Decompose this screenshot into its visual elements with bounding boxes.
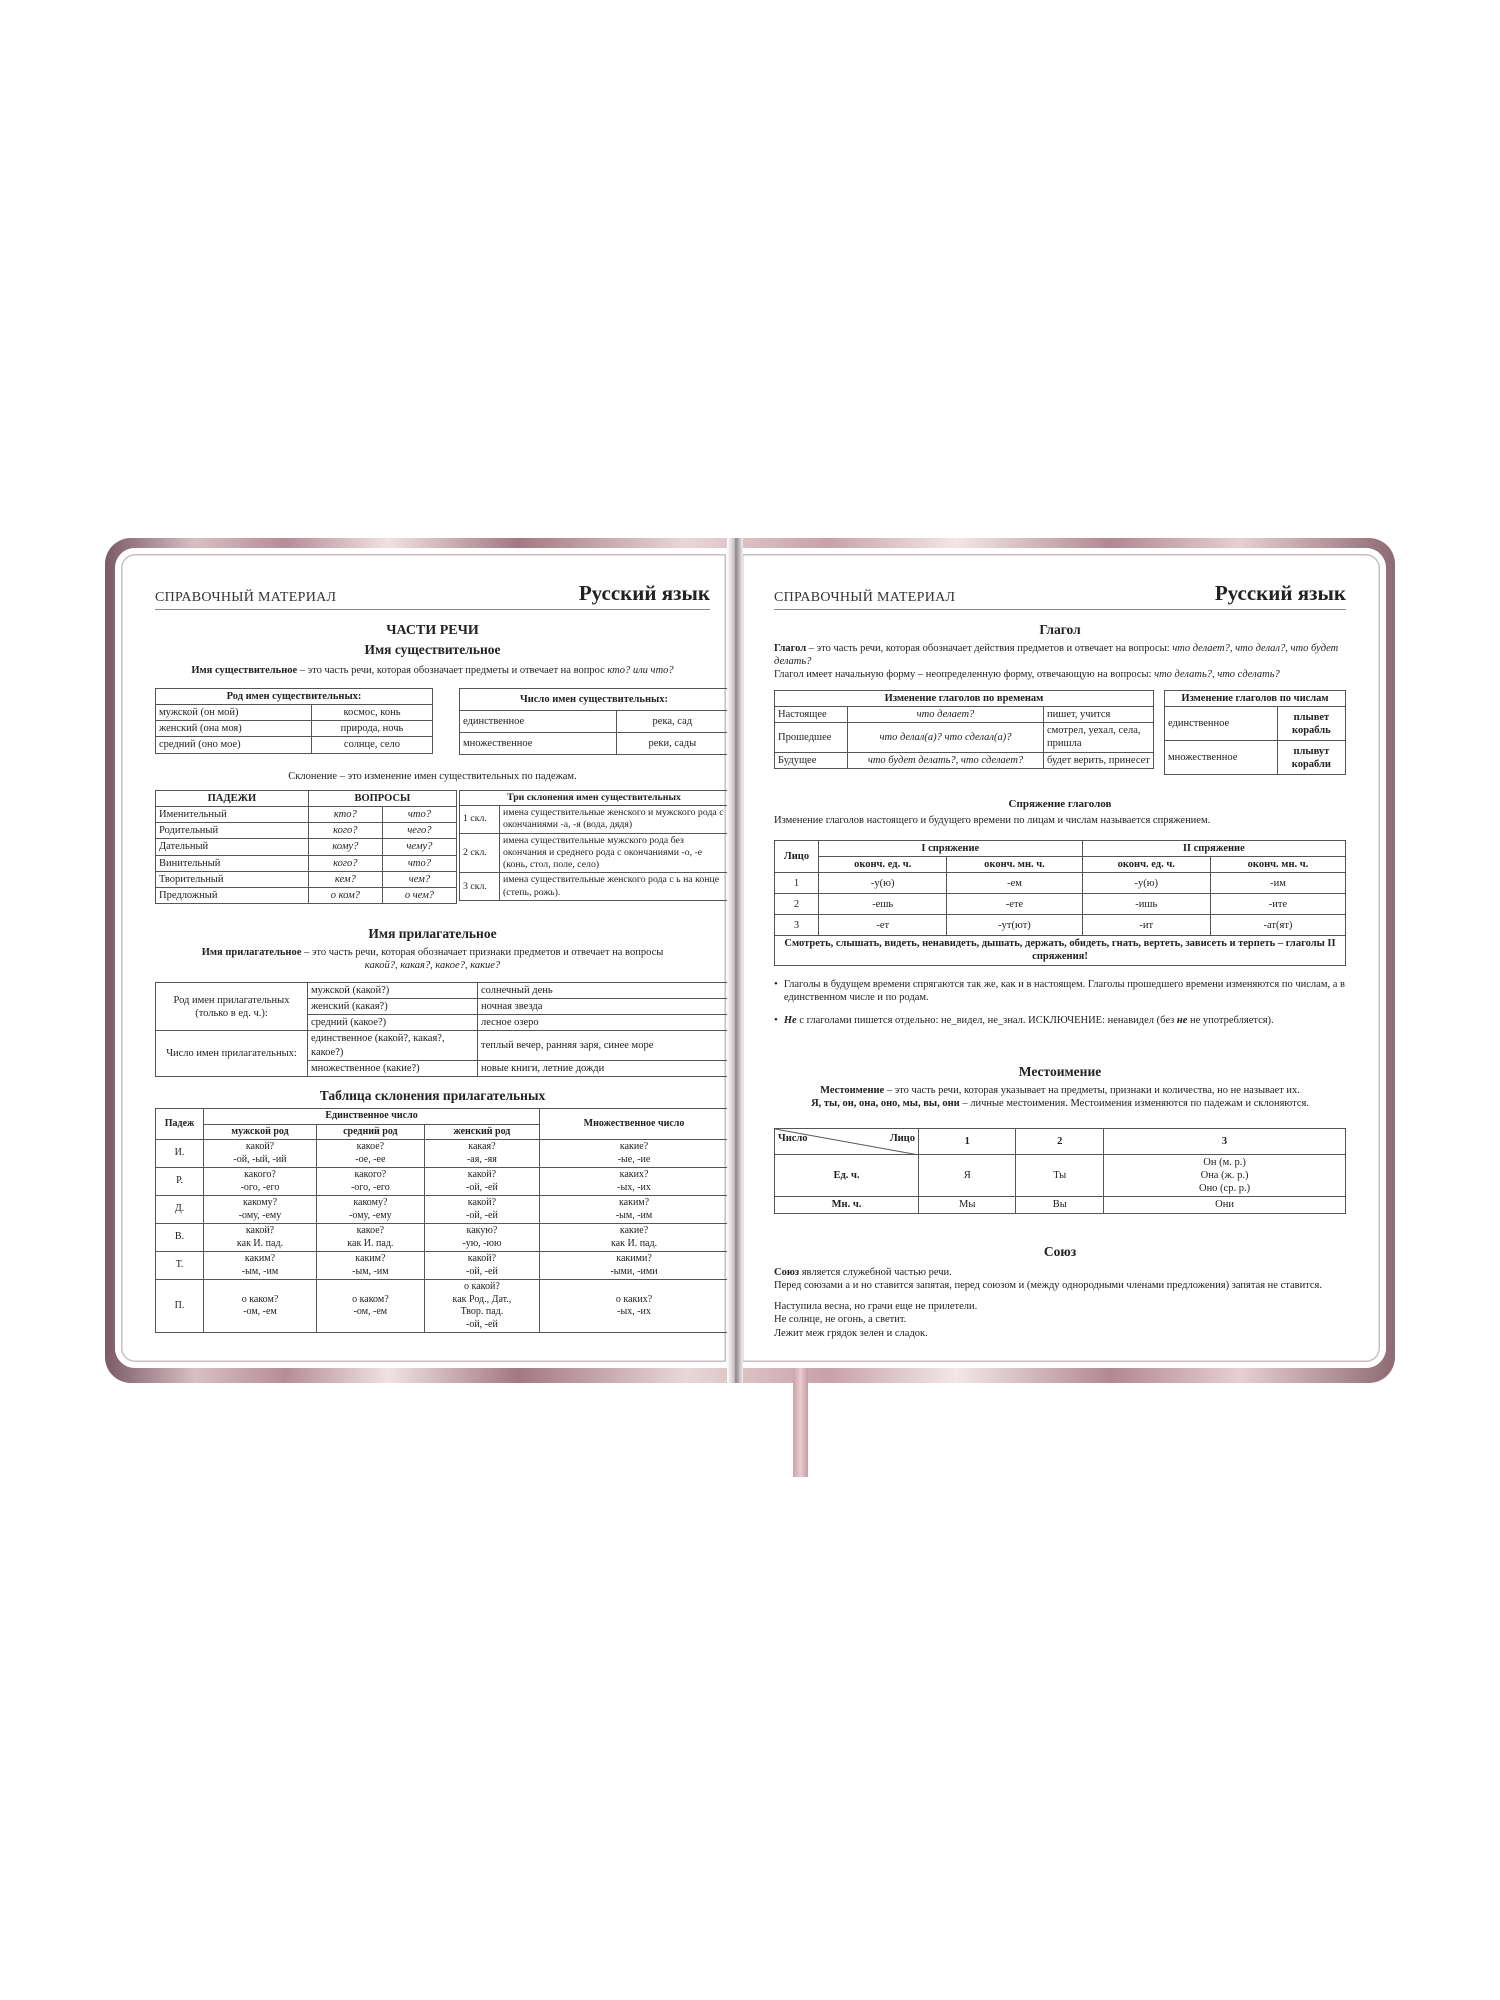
- table-row: [156, 1196, 729, 1224]
- cell: 1 скл.: [460, 806, 500, 833]
- cell: о каких? -ых, -их: [540, 1280, 729, 1333]
- cell: какие? как И. пад.: [540, 1224, 729, 1252]
- cell: Дательный: [156, 839, 309, 855]
- header-cell: ВОПРОСЫ: [308, 791, 456, 807]
- noun-definition: [155, 664, 710, 677]
- cell: И.: [156, 1140, 204, 1168]
- cell: какой? -ой, -ей: [424, 1196, 539, 1224]
- header-cell: ПАДЕЖИ: [156, 791, 309, 807]
- bullet-body: с глаголами пишется отдельно: не_видел, не_знал. ИСКЛЮЧЕНИЕ: ненавидел (без: [796, 1015, 1177, 1026]
- header-title: Русский язык: [578, 581, 710, 605]
- header-cell: оконч. ед. ч.: [1082, 857, 1210, 873]
- cell: кому?: [308, 839, 382, 855]
- cell: Род имен прилагательных (только в ед. ч.):: [156, 983, 308, 1031]
- cell: имена существительные женского и мужского рода с окончаниями -а, -я (вода, дядя): [500, 806, 729, 833]
- verb-definition: [774, 642, 1346, 681]
- example-line: Не солнце, не огонь, а светит.: [774, 1314, 907, 1326]
- cell: 2 скл.: [460, 833, 500, 873]
- table-row: [775, 1155, 1346, 1197]
- cell: -у(ю): [819, 873, 947, 894]
- header-cell: 2: [1016, 1129, 1104, 1155]
- table-title: Род имен существительных:: [156, 689, 433, 705]
- declension-note: Склонение – это изменение имен существительных по падежам.: [288, 771, 577, 782]
- bullet-icon: •: [774, 978, 778, 990]
- conj-note: Изменение глаголов настоящего и будущего времени по лицам и числам называется спряжением.: [774, 815, 1211, 826]
- table-row: [156, 807, 457, 823]
- cell: Д.: [156, 1196, 204, 1224]
- adj-decl-title: Таблица склонения прилагательных: [319, 1088, 546, 1103]
- bullet-future-tense: [774, 978, 1346, 1004]
- table-row: [1165, 741, 1346, 775]
- bullet-text: Глаголы в будущем времени спрягаются так же, как и в настоящем. Глаголы прошедшего времени изменяются по числам, а в единственном числе и по родам.: [783, 979, 1345, 1004]
- cell: -у(ю): [1082, 873, 1210, 894]
- table-row: [156, 1031, 729, 1060]
- adj-def-term: Имя прилагательное: [201, 947, 302, 958]
- pron-def-term: Местоимение: [820, 1085, 885, 1096]
- header-title: Русский язык: [1214, 581, 1346, 605]
- header-cell: Лицо: [889, 1133, 915, 1144]
- cell: чему?: [382, 839, 456, 855]
- cell: какого? -ого, -его: [316, 1168, 424, 1196]
- table-row: [460, 833, 729, 873]
- table-row: [460, 873, 729, 900]
- table-row: [460, 711, 729, 733]
- cell: каких? -ых, -их: [540, 1168, 729, 1196]
- table-row: [775, 1197, 1346, 1213]
- noun-title: Имя существительное: [364, 642, 501, 657]
- cell: Мн. ч.: [775, 1197, 919, 1213]
- table-title: Три склонения имен существительных: [460, 791, 729, 806]
- adj-def-text: – это часть речи, которая обозначает признаки предметов и отвечает на вопросы: [301, 947, 664, 958]
- cell: о каком? -ом, -ем: [316, 1280, 424, 1333]
- adj-gender-number-table: [155, 982, 729, 1077]
- cell: 2: [775, 894, 819, 915]
- cell: теплый вечер, ранняя заря, синее море: [478, 1031, 729, 1060]
- cell: Ты: [1016, 1155, 1104, 1197]
- table-row: [156, 983, 729, 999]
- cell: Число имен прилагательных:: [156, 1031, 308, 1076]
- header-cell: оконч. мн. ч.: [1210, 857, 1345, 873]
- cell: что будет делать?, что сделает?: [847, 752, 1043, 768]
- conj-footer: Смотреть, слышать, видеть, ненавидеть, дышать, держать, обидеть, гнать, вертеть, зависеть и терпеть – глаголы II спряжения!: [775, 936, 1346, 965]
- book-spine: [727, 538, 743, 1383]
- verb-def-term: Глагол: [774, 643, 807, 654]
- cell: какое? -ое, -ее: [316, 1140, 424, 1168]
- cell: какое? как И. пад.: [316, 1224, 424, 1252]
- verb-number-table: [1164, 690, 1346, 775]
- corner-header-cell: [775, 1129, 919, 1155]
- bullet-ne-rule: [774, 1014, 1346, 1028]
- noun-gender-table: [155, 688, 433, 754]
- cell: чего?: [382, 823, 456, 839]
- cell: Ед. ч.: [775, 1155, 919, 1197]
- header-label: СПРАВОЧНЫЙ МАТЕРИАЛ: [155, 590, 337, 605]
- table-row: [775, 873, 1346, 894]
- table-row: [460, 733, 729, 755]
- adj-declension-rows: [156, 1140, 729, 1333]
- pron-title: Местоимение: [1018, 1064, 1102, 1079]
- cell: В.: [156, 1224, 204, 1252]
- cell: -ите: [1210, 894, 1345, 915]
- table-row: [775, 894, 1346, 915]
- cell: кого?: [308, 855, 382, 871]
- cell: какой? -ой, -ый, -ий: [204, 1140, 317, 1168]
- cell: Р.: [156, 1168, 204, 1196]
- conj-title: Спряжение глаголов: [1008, 798, 1112, 810]
- union-line: является служебной частью речи.: [799, 1267, 952, 1278]
- cell: женский (она моя): [156, 721, 312, 737]
- union-term: Союз: [774, 1267, 800, 1278]
- cell: ночная звезда: [478, 999, 729, 1015]
- header-cell: средний род: [316, 1124, 424, 1140]
- cell: о какой? как Род., Дат., Твор. пад. -ой, -ей: [424, 1280, 539, 1333]
- pron-def-text: – это часть речи, которая указывает на предметы, признаки и количества, но не называет их.: [884, 1085, 1300, 1096]
- cell: каким? -ым, -им: [316, 1252, 424, 1280]
- cell: какую? -ую, -юю: [424, 1224, 539, 1252]
- header-cell: Множественное число: [540, 1109, 729, 1140]
- header-cell: 3: [1104, 1129, 1346, 1155]
- cell: новые книги, летние дожди: [478, 1060, 729, 1076]
- table-title: Число имен существительных:: [460, 689, 729, 711]
- cell: Т.: [156, 1252, 204, 1280]
- cell: плывет корабль: [1277, 707, 1345, 741]
- conjugation-table: [774, 840, 1346, 966]
- cases-table: [155, 790, 457, 904]
- cell: что?: [382, 855, 456, 871]
- cell: какому? -ому, -ему: [204, 1196, 317, 1224]
- header-cell: I спряжение: [819, 841, 1083, 857]
- cell: -им: [1210, 873, 1345, 894]
- table-row: [156, 839, 457, 855]
- cell: -ем: [947, 873, 1082, 894]
- verb-def2-text: Глагол имеет начальную форму – неопределенную форму, отвечающую на вопросы:: [774, 669, 1155, 681]
- header-cell: мужской род: [204, 1124, 317, 1140]
- cell: плывут корабли: [1277, 741, 1345, 775]
- cell: -ит: [1082, 915, 1210, 936]
- table-row: [460, 806, 729, 833]
- cell: о ком?: [308, 887, 382, 903]
- cell: П.: [156, 1280, 204, 1333]
- cell: 3 скл.: [460, 873, 500, 900]
- header-cell: женский род: [424, 1124, 539, 1140]
- adj-definition: [165, 946, 700, 972]
- cell: кто?: [308, 807, 382, 823]
- table-row: [156, 705, 433, 721]
- adj-def-question: какой?, какая?, какое?, какие?: [364, 960, 501, 972]
- cell: мужской (какой?): [308, 983, 478, 999]
- cell: пишет, учится: [1044, 707, 1154, 723]
- cell: 1: [775, 873, 819, 894]
- cell: -ет: [819, 915, 947, 936]
- header-cell: Лицо: [775, 841, 819, 873]
- table-row: [156, 1224, 729, 1252]
- cell: чем?: [382, 871, 456, 887]
- table-row: [156, 1252, 729, 1280]
- page-header: [774, 582, 1346, 610]
- cell: Именительный: [156, 807, 309, 823]
- table-row: [775, 915, 1346, 936]
- cell: природа, ночь: [311, 721, 432, 737]
- table-row: [156, 1140, 729, 1168]
- union-title: Союз: [1043, 1244, 1077, 1259]
- table-row: [775, 707, 1154, 723]
- cell: лесное озеро: [478, 1015, 729, 1031]
- bullet-term: Не: [783, 1015, 797, 1026]
- header-cell: Падеж: [156, 1109, 204, 1140]
- cell: Прошедшее: [775, 723, 848, 752]
- table-row: [1165, 707, 1346, 741]
- header-cell: 1: [919, 1129, 1016, 1155]
- cell: солнечный день: [478, 983, 729, 999]
- cell: о чем?: [382, 887, 456, 903]
- cell: множественное (какие?): [308, 1060, 478, 1076]
- adj-title: Имя прилагательное: [368, 926, 497, 941]
- table-row: [775, 752, 1154, 768]
- cell: мужской (он мой): [156, 705, 312, 721]
- cell: единственное: [460, 711, 617, 733]
- cell: какой? -ой, -ей: [424, 1168, 539, 1196]
- cell: Настоящее: [775, 707, 848, 723]
- cell: единственное: [1165, 707, 1278, 741]
- cell: 3: [775, 915, 819, 936]
- cell: какие? -ые, -ие: [540, 1140, 729, 1168]
- example-line: Лежит меж грядок зелен и сладок.: [774, 1327, 928, 1339]
- table-row: [156, 1168, 729, 1196]
- bullet-text: [784, 1014, 1274, 1028]
- pronoun-table: [774, 1128, 1346, 1214]
- pron-definition: [774, 1084, 1346, 1110]
- cell: будет верить, принесет: [1044, 752, 1154, 768]
- left-page: [115, 548, 732, 1368]
- cell: каким? -ым, -им: [540, 1196, 729, 1224]
- bullet-term: не: [1176, 1015, 1188, 1026]
- cell: что делал(а)? что сделал(а)?: [847, 723, 1043, 752]
- table-row: [156, 1280, 729, 1333]
- cell: о каком? -ом, -ем: [204, 1280, 317, 1333]
- section-title: ЧАСТИ РЕЧИ: [386, 623, 479, 638]
- cell: единственное (какой?, какая?, какое?): [308, 1031, 478, 1060]
- verb-def2-question: что делать?, что сделать?: [1154, 669, 1280, 681]
- table-row: [156, 721, 433, 737]
- cell: средний (какое?): [308, 1015, 478, 1031]
- cell: какой? -ой, -ей: [424, 1252, 539, 1280]
- table-row: [156, 823, 457, 839]
- header-cell: Единственное число: [204, 1109, 540, 1125]
- cell: имена существительные мужского рода без окончания и среднего рода с окончаниями -о, -е (конь, стол, поле, село): [500, 833, 729, 873]
- cell: -ете: [947, 894, 1082, 915]
- cell: какой? как И. пад.: [204, 1224, 317, 1252]
- example-line: Наступила весна, но грачи еще не прилетели.: [774, 1301, 978, 1313]
- cell: солнце, село: [311, 737, 432, 753]
- cell: имена существительные женского рода с ь на конце (степь, рожь).: [500, 873, 729, 900]
- verb-def-question: что делает?, что делал?, что будет делать?: [774, 643, 1339, 668]
- cell: кем?: [308, 871, 382, 887]
- cell: Он (м. р.) Она (ж. р.) Оно (ср. р.): [1104, 1155, 1346, 1197]
- pron-list: Я, ты, он, она, оно, мы, вы, они: [811, 1098, 960, 1110]
- right-page: [736, 548, 1386, 1368]
- cell: Винительный: [156, 855, 309, 871]
- cell: -ишь: [1082, 894, 1210, 915]
- table-row: [775, 723, 1154, 752]
- cell: реки, сады: [616, 733, 728, 755]
- union-line: Перед союзами а и но ставится запятая, перед союзом и (между однородными членами предложения) запятая не ставится.: [774, 1280, 1323, 1292]
- header-cell: Число: [778, 1133, 808, 1144]
- cell: река, сад: [616, 711, 728, 733]
- cell: какими? -ыми, -ими: [540, 1252, 729, 1280]
- page-header: [155, 582, 710, 610]
- cell: -ешь: [819, 894, 947, 915]
- union-text: [774, 1266, 1346, 1340]
- pron-def2-text: – личные местоимения. Местоимения изменяются по падежам и склоняются.: [959, 1098, 1309, 1110]
- table-title: Изменение глаголов по числам: [1165, 691, 1346, 707]
- header-label: СПРАВОЧНЫЙ МАТЕРИАЛ: [774, 590, 956, 605]
- cell: женский (какая?): [308, 999, 478, 1015]
- noun-def-question: кто? или что?: [607, 665, 674, 676]
- cell: множественное: [1165, 741, 1278, 775]
- noun-def-text: – это часть речи, которая обозначает предметы и отвечает на вопрос: [297, 665, 608, 676]
- bullet-body: не употребляется).: [1187, 1015, 1274, 1026]
- cell: Предложный: [156, 887, 309, 903]
- cell: -ат(ят): [1210, 915, 1345, 936]
- cell: множественное: [460, 733, 617, 755]
- three-declensions-table: [459, 790, 729, 901]
- bookmark-ribbon[interactable]: [793, 1357, 808, 1477]
- cell: -ут(ют): [947, 915, 1082, 936]
- cell: Будущее: [775, 752, 848, 768]
- cell: смотрел, уехал, села, пришла: [1044, 723, 1154, 752]
- adj-declension-table: [155, 1108, 729, 1333]
- noun-def-term: Имя существительное: [191, 665, 298, 676]
- cell: средний (оно мое): [156, 737, 312, 753]
- cell: Мы: [919, 1197, 1016, 1213]
- cell: что делает?: [847, 707, 1043, 723]
- table-row: [156, 737, 433, 753]
- table-row: [156, 871, 457, 887]
- bullet-icon: •: [774, 1014, 778, 1026]
- cell: какому? -ому, -ему: [316, 1196, 424, 1224]
- header-cell: оконч. мн. ч.: [947, 857, 1082, 873]
- verb-tense-table: [774, 690, 1154, 769]
- noun-number-table: [459, 688, 729, 755]
- verb-title: Глагол: [1039, 622, 1081, 637]
- table-row: [156, 887, 457, 903]
- header-cell: оконч. ед. ч.: [819, 857, 947, 873]
- cell: каким? -ым, -им: [204, 1252, 317, 1280]
- cell: Я: [919, 1155, 1016, 1197]
- header-cell: II спряжение: [1082, 841, 1345, 857]
- cell: Родительный: [156, 823, 309, 839]
- table-row: [156, 855, 457, 871]
- cell: какого? -ого, -его: [204, 1168, 317, 1196]
- cell: кого?: [308, 823, 382, 839]
- cell: какая? -ая, -яя: [424, 1140, 539, 1168]
- cell: что?: [382, 807, 456, 823]
- cell: Вы: [1016, 1197, 1104, 1213]
- table-title: Изменение глаголов по временам: [775, 691, 1154, 707]
- verb-def-text: – это часть речи, которая обозначает действия предметов и отвечает на вопросы:: [806, 643, 1173, 654]
- cell: космос, конь: [311, 705, 432, 721]
- cell: Творительный: [156, 871, 309, 887]
- cell: Они: [1104, 1197, 1346, 1213]
